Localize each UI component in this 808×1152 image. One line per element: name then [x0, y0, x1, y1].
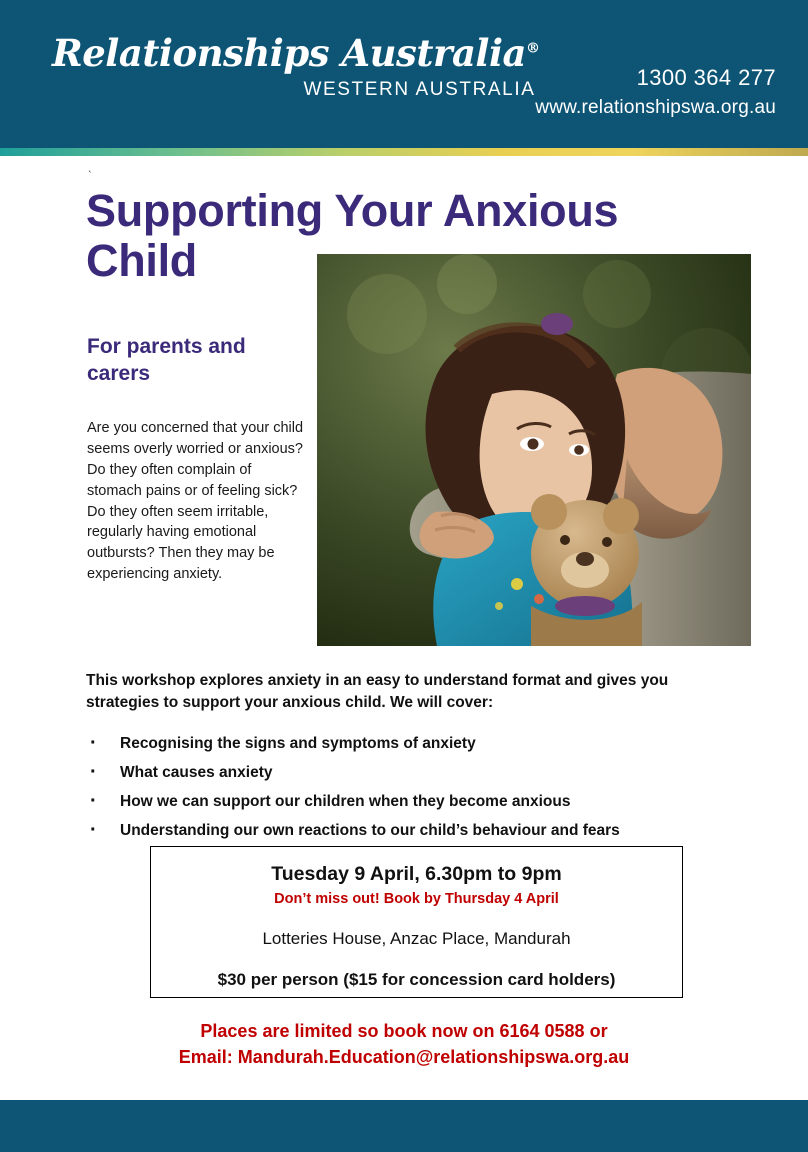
event-datetime: Tuesday 9 April, 6.30pm to 9pm	[271, 863, 562, 885]
booking-call-to-action	[0, 1018, 808, 1070]
registered-trademark-icon: ®	[526, 40, 540, 57]
hero-photo	[317, 254, 751, 646]
event-venue: Lotteries House, Anzac Place, Mandurah	[262, 929, 571, 948]
hero-photo-graphic	[317, 254, 751, 646]
page-footer-bar	[0, 1100, 808, 1152]
contact-phone: 1300 364 277	[636, 65, 776, 90]
stray-mark: `	[88, 170, 92, 182]
logo-wordmark	[52, 31, 540, 75]
organisation-logo	[52, 31, 540, 101]
list-item: · Recognising the signs and symptoms of anxiety	[86, 734, 746, 754]
audience-subtitle: For parents and carers	[87, 335, 246, 385]
page-header	[0, 0, 808, 148]
event-details-box	[150, 846, 683, 998]
page-title: Supporting Your Anxious Child	[86, 185, 619, 287]
booking-deadline: Don’t miss out! Book by Thursday 4 April	[274, 891, 559, 907]
booking-phone-line: Places are limited so book now on 6164 0588 or	[200, 1021, 608, 1041]
contact-website[interactable]: www.relationshipswa.org.au	[535, 96, 776, 118]
logo-state-label: WESTERN AUSTRALIA	[303, 78, 536, 100]
header-contact	[535, 62, 776, 121]
logo-wordmark-text: Relationships Australia	[52, 31, 526, 75]
list-item: · What causes anxiety	[86, 763, 746, 783]
list-item: · How we can support our children when they become anxious	[86, 792, 746, 812]
event-price: $30 per person ($15 for concession card holders)	[217, 970, 616, 989]
workshop-topics-list	[86, 734, 746, 851]
intro-paragraph: Are you concerned that your child seems overly worried or anxious? Do they often complain of stomach pains or of feeling sick? Do they often seem irritable, regularly having emotional outbursts? Then they may be experiencing anxiety.	[87, 420, 304, 583]
booking-email-line[interactable]: Email: Mandurah.Education@relationshipswa.org.au	[178, 1047, 630, 1068]
gradient-divider	[0, 148, 808, 156]
list-item: · Understanding our own reactions to our child’s behaviour and fears	[86, 821, 746, 841]
workshop-lead-text: This workshop explores anxiety in an easy to understand format and gives you strategies to support your anxious child. We will cover:	[86, 672, 669, 712]
